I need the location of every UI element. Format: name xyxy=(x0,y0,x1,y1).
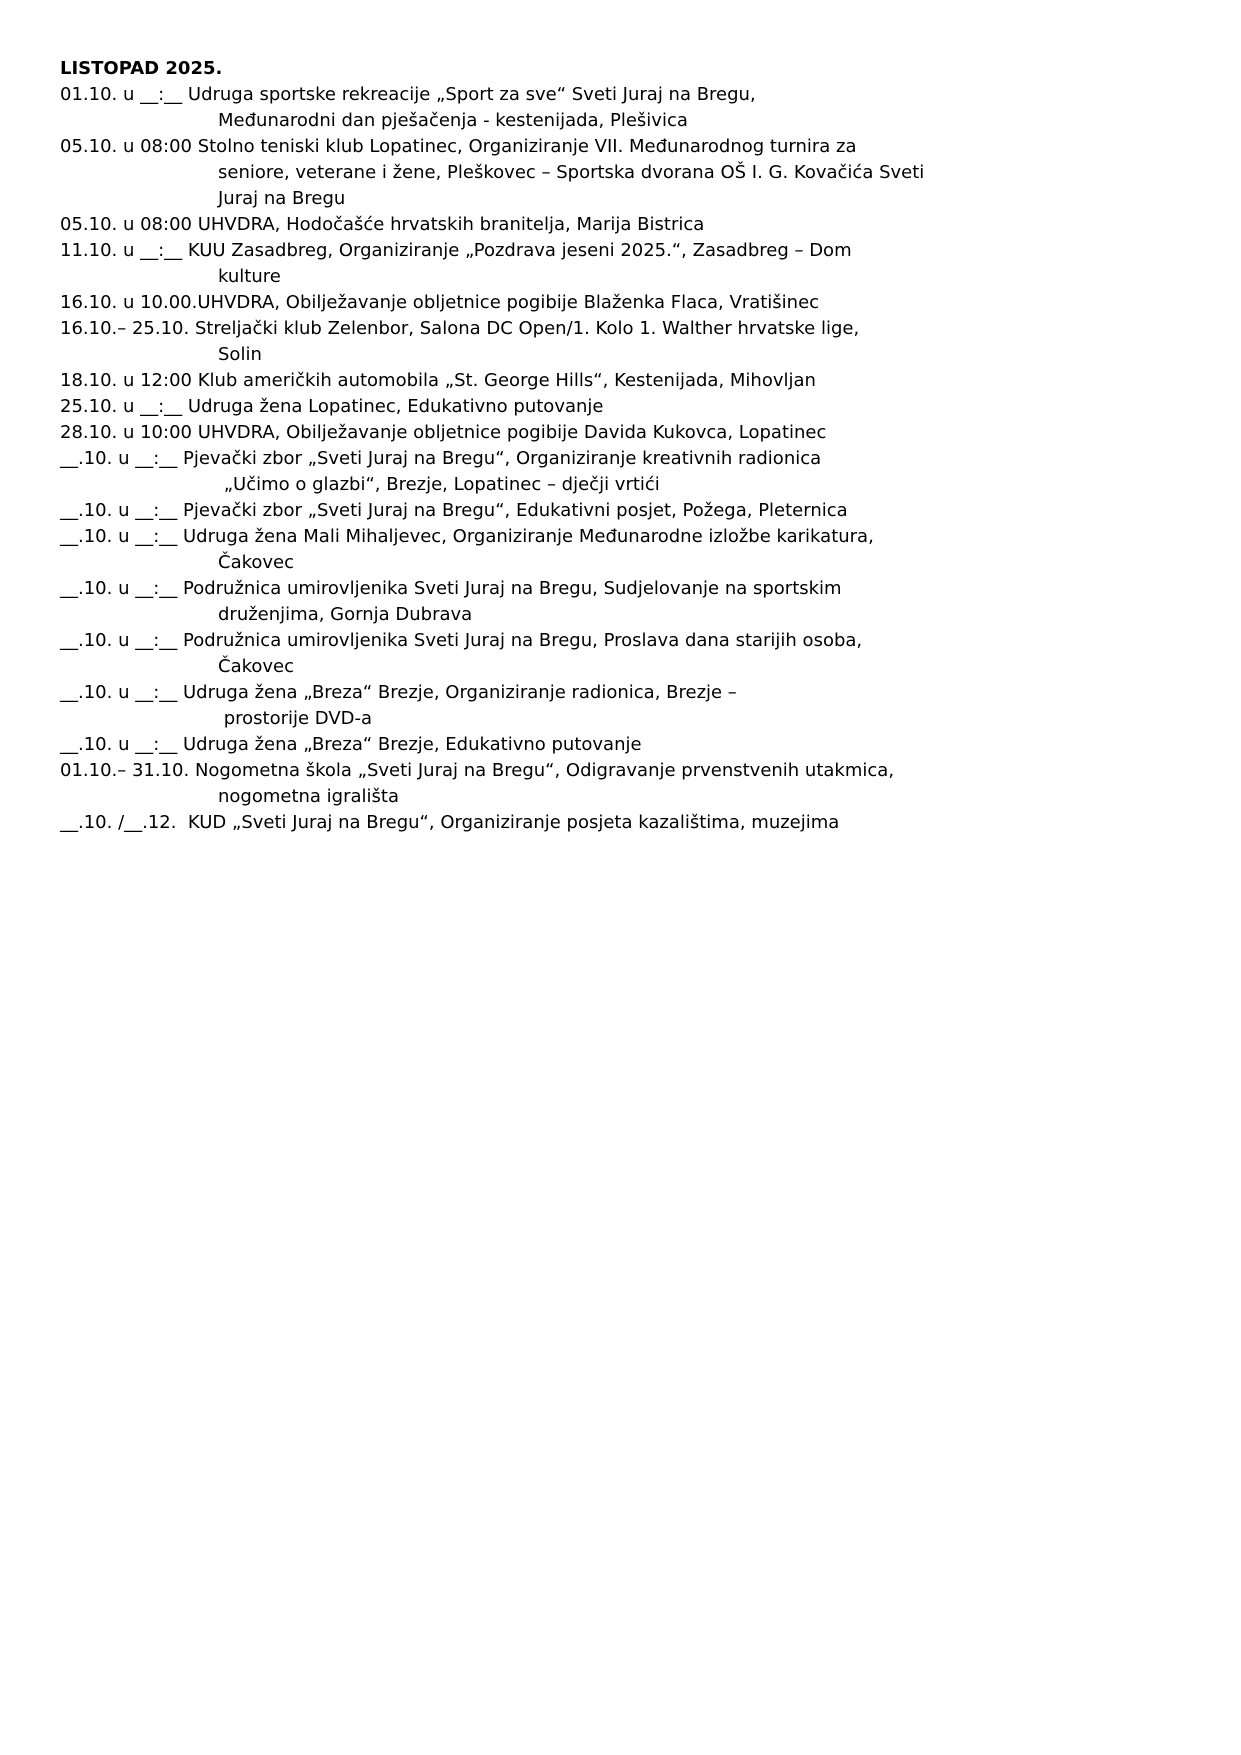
event-entry: __.10. u __:__ Pjevački zbor „Sveti Juraj na Bregu“, Organiziranje kreativnih radionica xyxy=(60,448,822,469)
event-entry-continuation: Juraj na Bregu xyxy=(218,188,346,209)
event-entry: 11.10. u __:__ KUU Zasadbreg, Organiziranje „Pozdrava jeseni 2025.“, Zasadbreg – Dom xyxy=(60,240,852,261)
event-entry-continuation: Međunarodni dan pješačenja - kestenijada, Plešivica xyxy=(218,110,688,131)
event-entry: __.10. u __:__ Podružnica umirovljenika Sveti Juraj na Bregu, Sudjelovanje na sportskim xyxy=(60,578,842,599)
event-entry: 05.10. u 08:00 UHVDRA, Hodočašće hrvatskih branitelja, Marija Bistrica xyxy=(60,214,705,235)
event-entry: 25.10. u __:__ Udruga žena Lopatinec, Edukativno putovanje xyxy=(60,396,604,417)
event-entry: 05.10. u 08:00 Stolno teniski klub Lopatinec, Organiziranje VII. Međunarodnog turnira za xyxy=(60,136,857,157)
event-entry: __.10. u __:__ Pjevački zbor „Sveti Juraj na Bregu“, Edukativni posjet, Požega, Pleternica xyxy=(60,500,848,521)
event-entry: 18.10. u 12:00 Klub američkih automobila „St. George Hills“, Kestenijada, Mihovljan xyxy=(60,370,816,391)
event-entry-continuation: nogometna igrališta xyxy=(218,786,400,807)
event-entry-continuation: druženjima, Gornja Dubrava xyxy=(218,604,473,625)
event-entry: __.10. u __:__ Podružnica umirovljenika Sveti Juraj na Bregu, Proslava dana starijih osoba, xyxy=(60,630,863,651)
event-entry: 16.10. u 10.00.UHVDRA, Obilježavanje obljetnice pogibije Blaženka Flaca, Vratišinec xyxy=(60,292,820,313)
event-entry: __.10. /__.12. KUD „Sveti Juraj na Bregu“, Organiziranje posjeta kazalištima, muzejima xyxy=(60,812,840,833)
event-entry: 01.10. u __:__ Udruga sportske rekreacije „Sport za sve“ Sveti Juraj na Bregu, xyxy=(60,84,756,105)
event-entry: __.10. u __:__ Udruga žena „Breza“ Brezje, Organiziranje radionica, Brezje – xyxy=(60,682,737,703)
event-entry-continuation: kulture xyxy=(218,266,281,287)
event-entry: 01.10.– 31.10. Nogometna škola „Sveti Juraj na Bregu“, Odigravanje prvenstvenih utakmica, xyxy=(60,760,895,781)
document-page xyxy=(60,56,1180,836)
event-entry: __.10. u __:__ Udruga žena Mali Mihaljevec, Organiziranje Međunarodne izložbe karikatura, xyxy=(60,526,874,547)
event-entry-continuation: „Učimo o glazbi“, Brezje, Lopatinec – dječji vrtići xyxy=(218,474,660,495)
event-entry-continuation: seniore, veterane i žene, Pleškovec – Sportska dvorana OŠ I. G. Kovačića Sveti xyxy=(218,162,925,183)
event-entry: 28.10. u 10:00 UHVDRA, Obilježavanje obljetnice pogibije Davida Kukovca, Lopatinec xyxy=(60,422,827,443)
event-entry: 16.10.– 25.10. Streljački klub Zelenbor, Salona DC Open/1. Kolo 1. Walther hrvatske lige, xyxy=(60,318,860,339)
event-list xyxy=(60,82,1180,836)
event-entry-continuation: Čakovec xyxy=(218,656,295,677)
month-heading: LISTOPAD 2025. xyxy=(60,58,223,79)
event-entry: __.10. u __:__ Udruga žena „Breza“ Brezje, Edukativno putovanje xyxy=(60,734,642,755)
event-entry-continuation: prostorije DVD-a xyxy=(218,708,373,729)
event-entry-continuation: Čakovec xyxy=(218,552,295,573)
event-entry-continuation: Solin xyxy=(218,344,262,365)
